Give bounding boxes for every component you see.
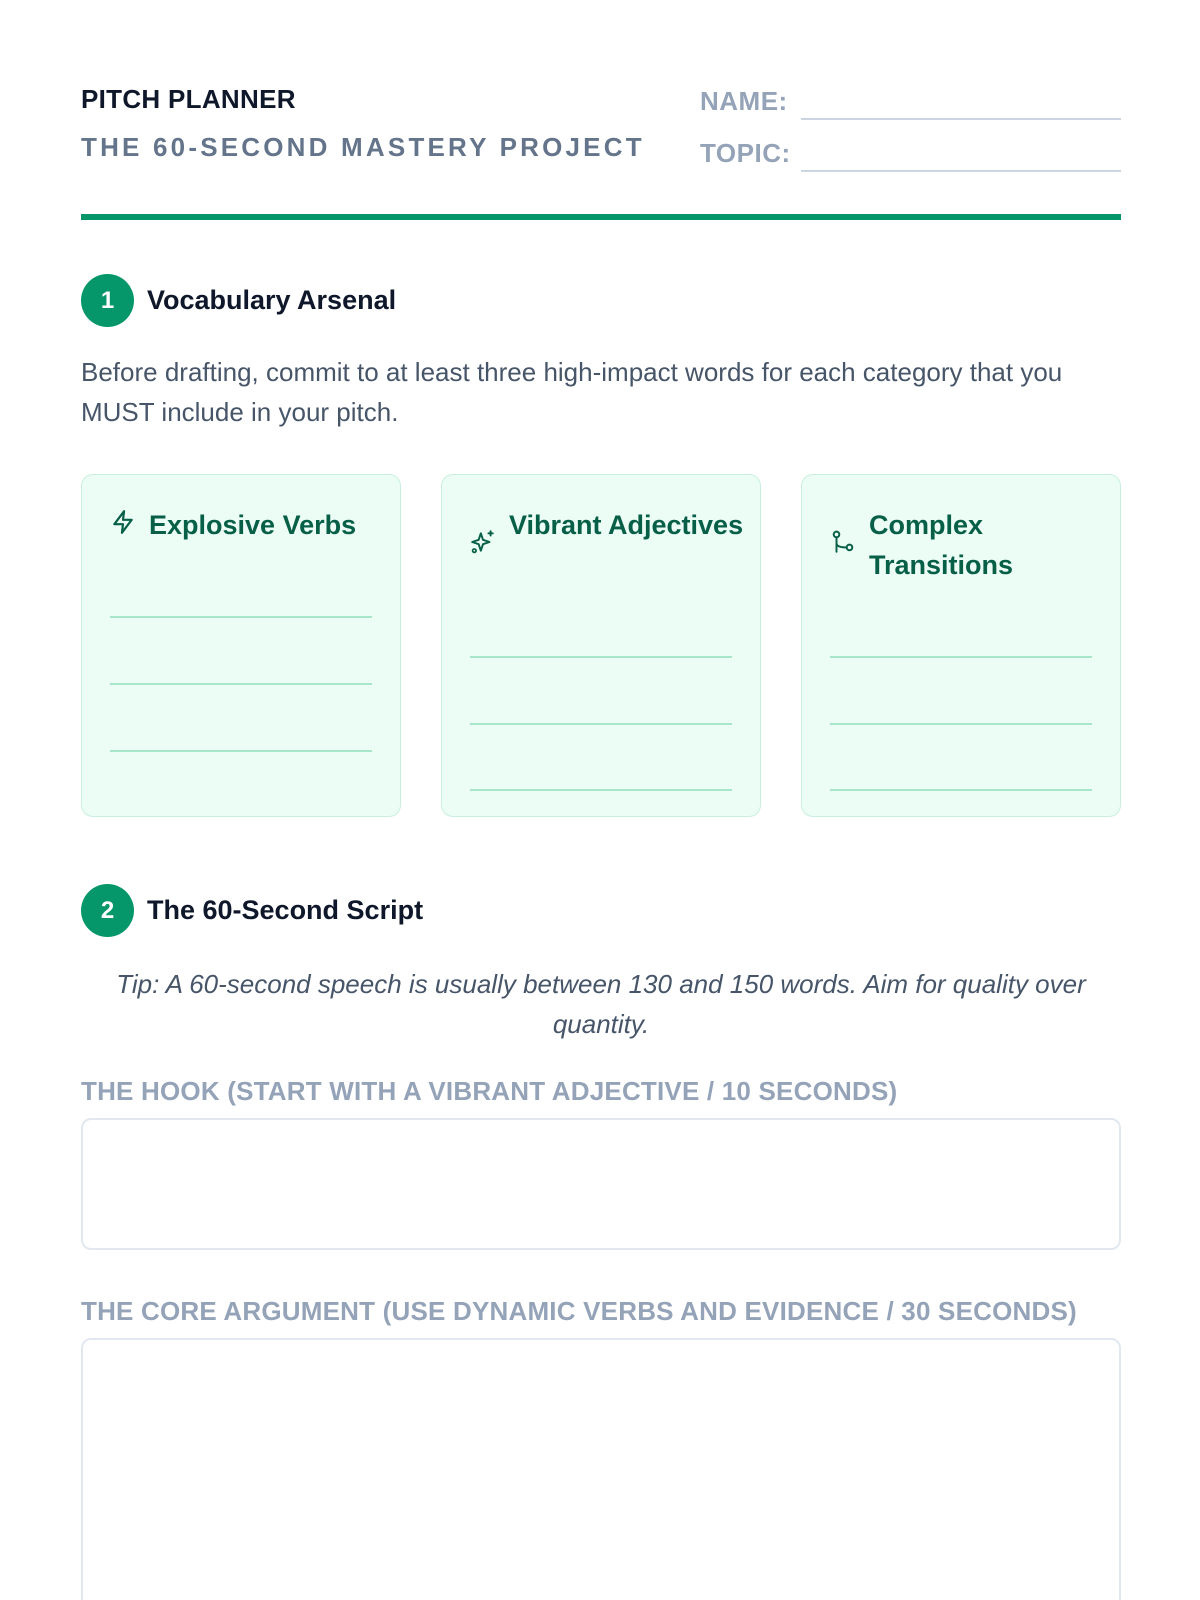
section-number-badge: 2 — [81, 884, 134, 937]
worksheet-header — [81, 84, 1121, 220]
tip-text: Tip: A 60-second speech is usually between 130 and 150 words. Aim for quality over quantity. — [116, 969, 1086, 1039]
vocab-card-adjectives — [441, 474, 761, 817]
topic-line[interactable] — [801, 170, 1121, 172]
section-header-vocabulary — [81, 274, 1121, 330]
topic-label: TOPIC: — [700, 138, 791, 168]
vocab-card-transitions — [801, 474, 1121, 817]
answer-line[interactable] — [470, 789, 732, 791]
hook-label: THE HOOK (START WITH A VIBRANT ADJECTIVE / 10 SECONDS) — [81, 1076, 898, 1106]
answer-line[interactable] — [110, 750, 372, 752]
section-number-badge: 1 — [81, 274, 134, 327]
card-title: Explosive Verbs — [149, 510, 357, 540]
topic-field[interactable] — [700, 136, 1121, 172]
name-field[interactable] — [700, 84, 1121, 120]
name-label: NAME: — [700, 86, 788, 116]
git-branch-icon — [830, 529, 856, 555]
hook-textarea[interactable] — [81, 1118, 1121, 1250]
worksheet-page — [81, 0, 1121, 1600]
core-argument-label: THE CORE ARGUMENT (USE DYNAMIC VERBS AND EVIDENCE / 30 SECONDS) — [81, 1296, 1077, 1326]
lightning-icon — [110, 509, 136, 535]
card-title: Complex Transitions — [869, 510, 1014, 580]
page-subtitle: THE 60-SECOND MASTERY PROJECT — [81, 132, 645, 162]
answer-line[interactable] — [830, 789, 1092, 791]
section-title: The 60-Second Script — [147, 895, 424, 925]
section-title: Vocabulary Arsenal — [147, 285, 397, 315]
card-title: Vibrant Adjectives — [509, 510, 744, 540]
answer-line[interactable] — [470, 656, 732, 658]
sparkles-icon — [470, 529, 496, 555]
name-line[interactable] — [801, 118, 1121, 120]
answer-line[interactable] — [110, 616, 372, 618]
header-divider — [81, 214, 1121, 220]
vocab-card-verbs — [81, 474, 401, 817]
answer-line[interactable] — [830, 656, 1092, 658]
answer-line[interactable] — [830, 723, 1092, 725]
section-header-script — [81, 884, 1121, 940]
section-instructions: Before drafting, commit to at least three high-impact words for each category that you MUST include in your pitch. — [81, 357, 1063, 427]
page-title: PITCH PLANNER — [81, 84, 296, 114]
core-argument-textarea[interactable] — [81, 1338, 1121, 1600]
answer-line[interactable] — [470, 723, 732, 725]
answer-line[interactable] — [110, 683, 372, 685]
